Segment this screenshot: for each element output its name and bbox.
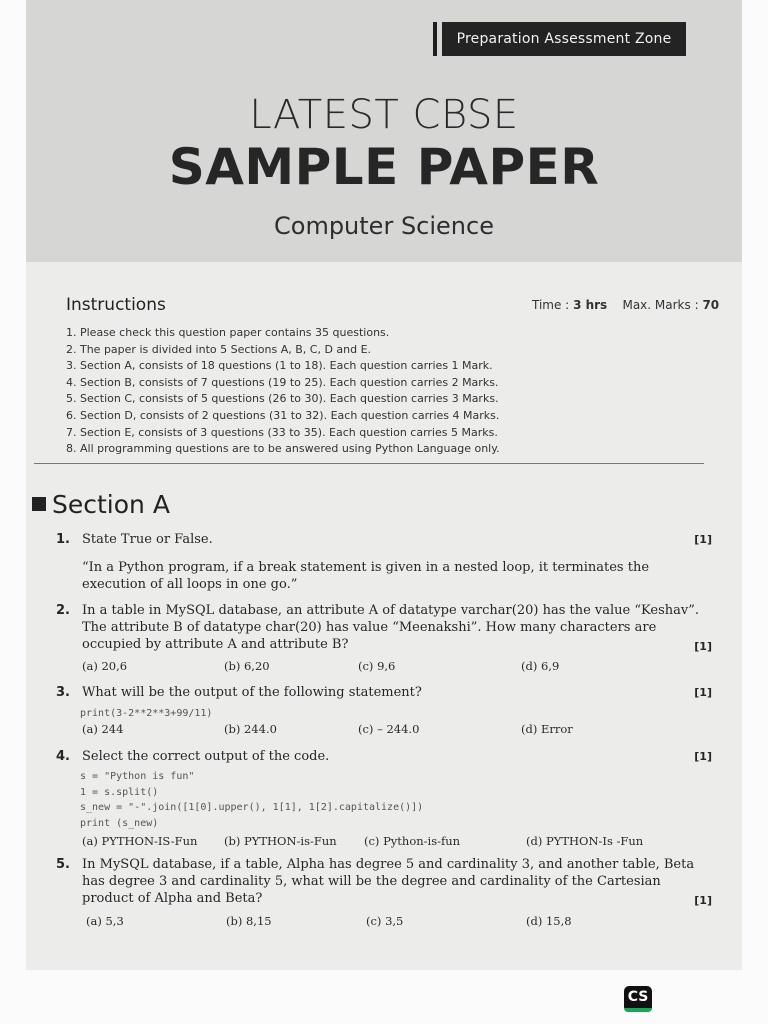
option-b: (b) 244.0 — [224, 722, 277, 736]
instruction-item: 5. Section C, consists of 5 questions (26 to 30). Each question carries 3 Marks. — [66, 392, 499, 406]
instruction-item: 4. Section B, consists of 7 questions (19 to 25). Each question carries 2 Marks. — [66, 375, 499, 389]
question-number: 3. — [56, 685, 70, 700]
question-number: 2. — [56, 603, 70, 618]
option-a: (a) 244 — [82, 722, 124, 736]
instructions-heading: Instructions — [66, 295, 166, 315]
marks-label: Max. Marks : — [622, 298, 699, 312]
question-text: Select the correct output of the code. — [82, 749, 330, 764]
question-text: State True or False. — [82, 532, 213, 547]
square-bullet-icon — [32, 497, 46, 511]
instruction-item: 2. The paper is divided into 5 Sections A, B, C, D and E. — [66, 342, 372, 356]
zone-accent-bar — [433, 22, 437, 56]
instruction-item: 1. Please check this question paper contains 35 questions. — [66, 326, 390, 339]
time-value: 3 hrs — [573, 298, 608, 312]
code-snippet: s = "Python is fun" 1 = s.split() s_new = "-".join([1[0].upper(), 1[1], 1[2].capitalize()]) print (s_new) — [80, 771, 424, 829]
title-line1: LATEST CBSE — [249, 92, 519, 138]
marks-value: 70 — [702, 298, 720, 312]
question-5 — [56, 856, 712, 908]
instruction-item: 8. All programming questions are to be answered using Python Language only. — [66, 442, 500, 456]
question-number: 5. — [56, 857, 70, 872]
section-heading — [32, 490, 170, 519]
question-3 — [56, 684, 712, 701]
time-label: Time : — [532, 298, 570, 312]
divider — [34, 463, 704, 464]
instructions-list — [66, 325, 500, 458]
code-snippet: print(3-2**2**3+99/11) — [80, 708, 213, 719]
question-marks: [1] — [694, 640, 712, 653]
option-a: (a) 5,3 — [86, 914, 124, 928]
exam-meta — [532, 298, 719, 312]
instruction-item: 6. Section D, consists of 2 questions (31 to 32). Each question carries 4 Marks. — [66, 408, 500, 422]
question-text: In MySQL database, if a table, Alpha has degree 5 and cardinality 3, and another table, Beta has degree 3 and cardinality 5, what will be the degree and cardinality of the Cartesian product of Alpha and Beta? — [82, 857, 695, 906]
question-marks: [1] — [694, 894, 712, 907]
option-a: (a) PYTHON-IS-Fun — [82, 834, 198, 848]
option-b: (b) 8,15 — [226, 914, 272, 928]
option-b: (b) PYTHON-is-Fun — [224, 834, 337, 848]
option-d: (d) PYTHON-Is -Fun — [526, 834, 644, 848]
option-c: (c) 3,5 — [366, 914, 404, 928]
option-d: (d) 6,9 — [521, 659, 560, 673]
question-marks: [1] — [694, 533, 712, 546]
question-1 — [56, 531, 712, 548]
option-d: (d) Error — [521, 722, 573, 736]
question-marks: [1] — [694, 686, 712, 699]
camscanner-logo: CS — [624, 986, 652, 1012]
option-d: (d) 15,8 — [526, 914, 572, 928]
option-c: (c) 9,6 — [358, 659, 396, 673]
instruction-item: 3. Section A, consists of 18 questions (1 to 18). Each question carries 1 Mark. — [66, 359, 493, 373]
question-number: 4. — [56, 749, 70, 764]
zone-label: Preparation Assessment Zone — [442, 22, 686, 56]
instruction-item: 7. Section E, consists of 3 questions (33 to 35). Each question carries 5 Marks. — [66, 425, 498, 439]
page — [26, 0, 742, 970]
title-line2: SAMPLE PAPER — [168, 138, 600, 196]
subject-title: Computer Science — [274, 212, 494, 240]
question-text: What will be the output of the following statement? — [82, 685, 422, 700]
question-number: 1. — [56, 532, 70, 547]
option-c: (c) Python-is-fun — [364, 834, 461, 848]
question-text: In a table in MySQL database, an attribute A of datatype varchar(20) has the value “Keshav”. The attribute B of datatype char(20) has value “Meenakshi”. How many characters are occupied by attribute A and attribute B? — [82, 603, 699, 652]
section-title: Section A — [52, 490, 170, 519]
option-a: (a) 20,6 — [82, 659, 128, 673]
question-1-quote: “In a Python program, if a break statement is given in a nested loop, it terminates the execution of all loops in one go.” — [82, 560, 650, 592]
question-marks: [1] — [694, 750, 712, 763]
option-c: (c) – 244.0 — [358, 722, 420, 736]
question-4 — [56, 748, 712, 765]
option-b: (b) 6,20 — [224, 659, 270, 673]
question-2 — [56, 602, 712, 654]
